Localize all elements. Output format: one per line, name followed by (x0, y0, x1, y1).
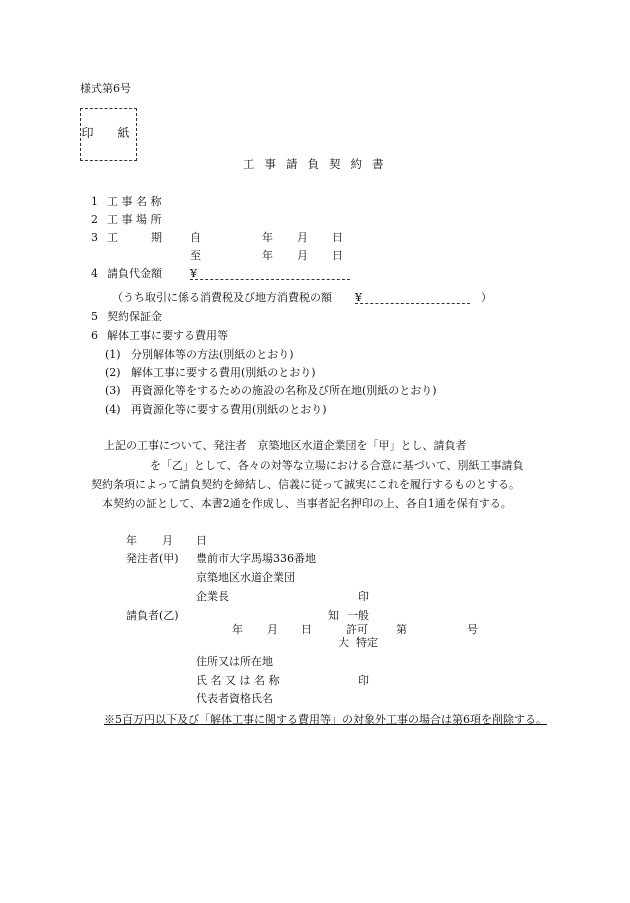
orderer-title: 企業長 (196, 590, 229, 603)
period-to-year: 年 (262, 249, 273, 262)
tax-yen: ¥ (355, 291, 362, 304)
orderer-label: 発注者(甲) (126, 552, 179, 565)
sign-month: 月 (162, 534, 173, 547)
item-1-number: 1 (91, 195, 98, 208)
sub-item-text: 再資源化等に要する費用(別紙のとおり) (131, 403, 327, 416)
item-5-number: 5 (91, 310, 98, 323)
footnote: ※5百万円以下及び「解体工事に関する費用等」の対象外工事の場合は第6項を削除する。 (104, 713, 547, 726)
license-tokutei: 特定 (356, 636, 378, 649)
body-line-1: 上記の工事について、発注者 京築地区水道企業団を「甲」とし、請負者 (104, 439, 467, 452)
item-5-label: 契約保証金 (107, 310, 162, 323)
period-to: 至 (190, 249, 201, 262)
period-from-month: 月 (297, 231, 308, 244)
contractor-rep-label: 代表者資格氏名 (196, 692, 273, 705)
document-title: 工事請負契約書 (243, 157, 394, 171)
license-month: 月 (267, 623, 278, 636)
tax-amount-line (355, 303, 470, 304)
license-go: 号 (467, 623, 478, 636)
form-number: 様式第6号 (80, 82, 131, 95)
orderer-seal: 印 (358, 590, 369, 603)
sub-item-number: (4) (105, 403, 121, 416)
contract-amount-yen: ¥ (190, 267, 197, 280)
sign-year: 年 (126, 534, 137, 547)
contractor-seal: 印 (358, 674, 369, 687)
license-kyoka: 許可 (346, 623, 368, 636)
sub-item-number: (2) (105, 366, 121, 379)
item-3-label: 工 期 (107, 231, 162, 244)
item-2-label: 工 事 場 所 (107, 213, 162, 226)
body-line-4: 本契約の証として、本書2通を作成し、当事者記名押印の上、各自1通を保有する。 (102, 497, 512, 510)
contractor-address-label: 住所又は所在地 (196, 655, 273, 668)
orderer-address: 豊前市大字馬場336番地 (196, 552, 316, 565)
item-4-number: 4 (91, 267, 98, 280)
sub-item-number: (3) (105, 384, 121, 397)
item-4-label: 請負代金額 (107, 267, 162, 280)
contractor-label: 請負者(乙) (126, 609, 179, 622)
orderer-name: 京築地区水道企業団 (196, 571, 295, 584)
license-ippan: 一般 (347, 609, 369, 622)
item-6-number: 6 (91, 329, 98, 342)
license-chiji: 知 (328, 609, 339, 622)
sub-item-number: (1) (105, 348, 121, 361)
contractor-name-label: 氏 名 又 は 名 称 (196, 674, 280, 687)
revenue-stamp-box (80, 108, 137, 161)
period-to-day: 日 (332, 249, 343, 262)
license-year: 年 (232, 623, 243, 636)
license-day: 日 (301, 623, 312, 636)
body-line-2: を「乙」として、各々の対等な立場における合意に基づいて、別紙工事請負 (150, 459, 524, 472)
item-1-label: 工 事 名 称 (107, 195, 162, 208)
tax-note-open: （うち取引に係る消費税及び地方消費税の額 (112, 291, 332, 304)
stamp-label: 印 紙 (81, 126, 136, 140)
period-from-day: 日 (332, 231, 343, 244)
tax-note-close: ） (481, 291, 492, 304)
license-dai: 大 (338, 636, 349, 649)
item-3-number: 3 (91, 231, 98, 244)
item-6-label: 解体工事に要する費用等 (107, 329, 228, 342)
sub-item-text: 解体工事に要する費用(別紙のとおり) (131, 366, 316, 379)
contract-amount-line (190, 279, 350, 280)
license-dai-no: 第 (396, 623, 407, 636)
body-line-3: 契約条項によって請負契約を締結し、信義に従って誠実にこれを履行するものとする。 (91, 478, 520, 491)
period-from: 自 (190, 231, 201, 244)
sub-item-text: 分別解体等の方法(別紙のとおり) (131, 348, 294, 361)
item-2-number: 2 (91, 213, 98, 226)
period-from-year: 年 (262, 231, 273, 244)
period-to-month: 月 (297, 249, 308, 262)
sign-day: 日 (196, 534, 207, 547)
sub-item-text: 再資源化等をするための施設の名称及び所在地(別紙のとおり) (131, 384, 437, 397)
